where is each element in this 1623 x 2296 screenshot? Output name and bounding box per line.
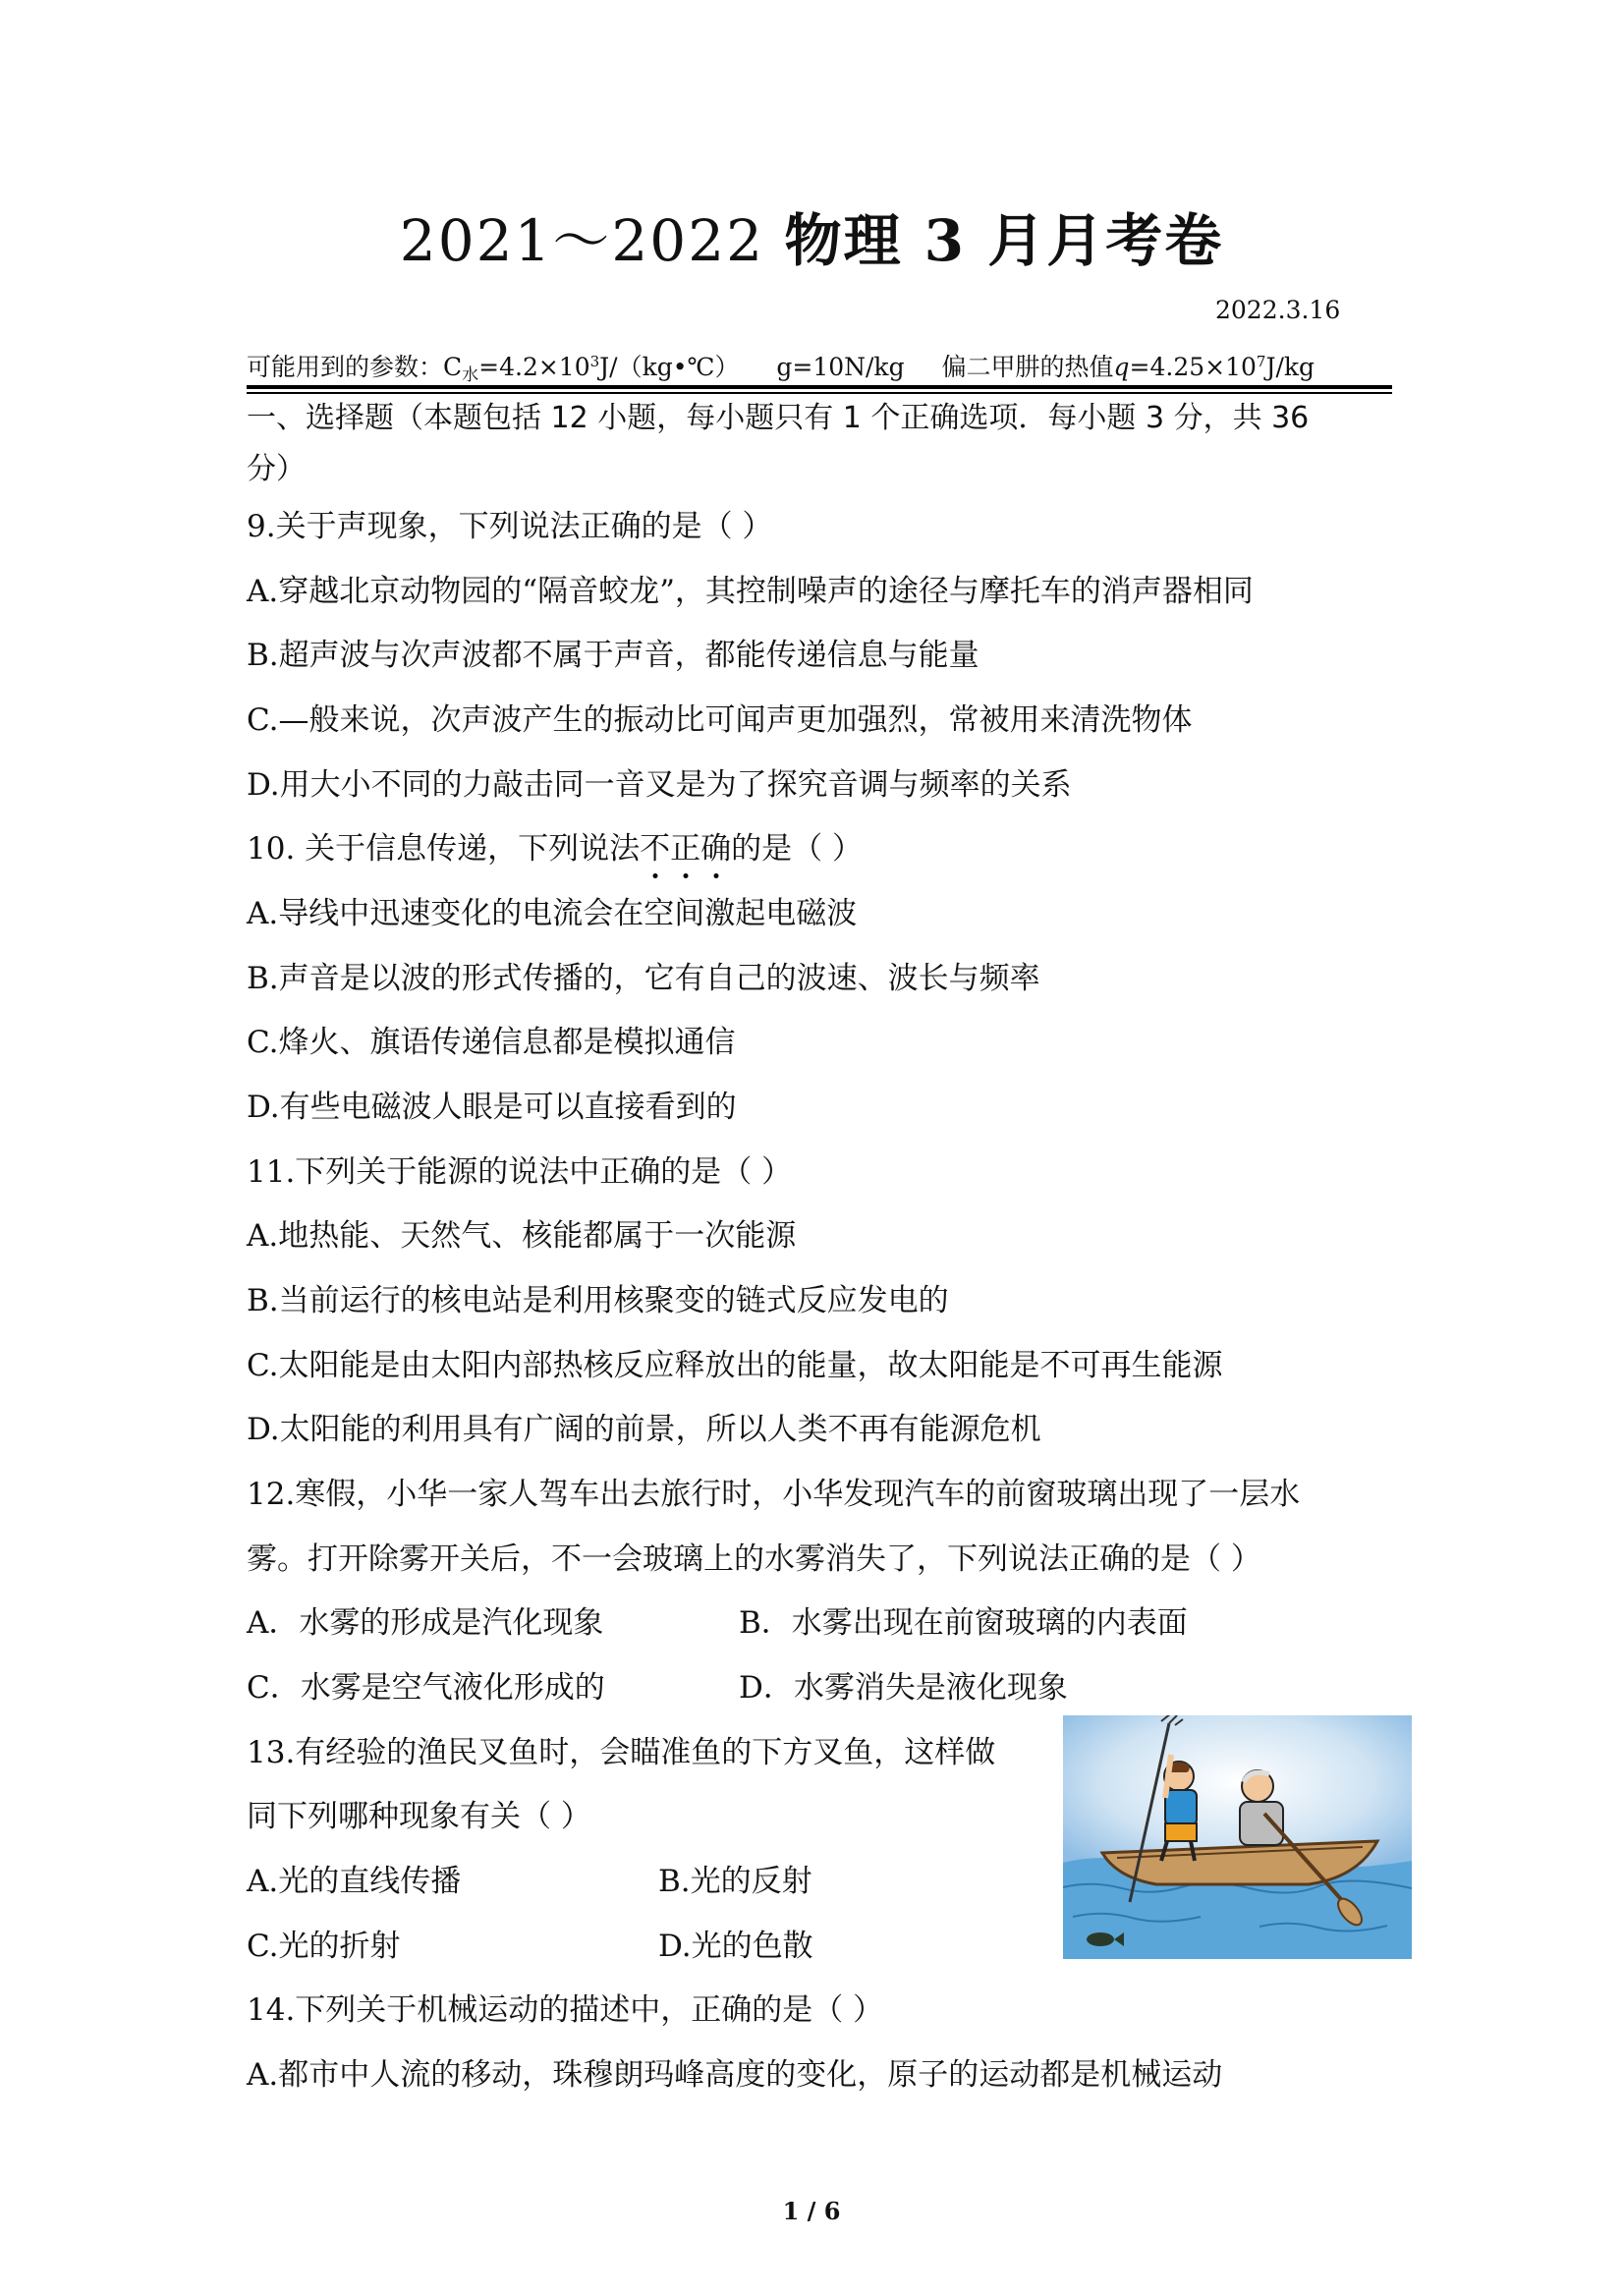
q12-option-b: B．水雾出现在前窗玻璃的内表面 (739, 1605, 1188, 1641)
q11-option-a: A.地热能、天然气、核能都属于一次能源 (247, 1218, 797, 1254)
q11-option-b: B.当前运行的核电站是利用核聚变的链式反应发电的 (247, 1283, 949, 1318)
q10-emphasis-char: 不 (640, 827, 670, 870)
q10-stem (247, 827, 863, 870)
q9-option-c: C.—般来说，次声波产生的振动比可闻声更加强烈，常被用来清洗物体 (247, 702, 1193, 738)
q13-stem-line2: 同下列哪种现象有关（ ） (247, 1799, 591, 1834)
fishing-boat-illustration (1063, 1715, 1412, 1959)
heat-label: 偏二甲肼的热值 (941, 353, 1114, 381)
boy-shirt (1165, 1790, 1197, 1825)
q12-stem-line1: 12.寒假，小华一家人驾车出去旅行时，小华发现汽车的前窗玻璃出现了一层水 (247, 1477, 1301, 1512)
q10-emphasis-char: 确 (700, 827, 731, 870)
title-years: 2021～2022 (399, 207, 765, 274)
q9-stem: 9.关于声现象，下列说法正确的是（ ） (247, 509, 773, 544)
q-symbol: q (1113, 353, 1130, 381)
q10-option-d: D.有些电磁波人眼是可以直接看到的 (247, 1090, 737, 1125)
q11-option-d: D.太阳能的利用具有广阔的前景，所以人类不再有能源危机 (247, 1412, 1041, 1447)
q13-option-a: A.光的直线传播 (247, 1864, 462, 1899)
header-rule-thick (247, 385, 1392, 389)
q11-option-c: C.太阳能是由太阳内部热核反应释放出的能量，故太阳能是不可再生能源 (247, 1348, 1223, 1383)
q12-option-c: C．水雾是空气液化形成的 (247, 1670, 605, 1706)
q9-option-b: B.超声波与次声波都不属于声音，都能传递信息与能量 (247, 638, 979, 673)
q11-stem: 11.下列关于能源的说法中正确的是（ ） (247, 1154, 793, 1190)
q9-option-d: D.用大小不同的力敲击同一音叉是为了探究音调与频率的关系 (247, 767, 1072, 803)
q10-option-c: C.烽火、旗语传递信息都是模拟通信 (247, 1025, 736, 1060)
q12-stem-line2: 雾。打开除雾开关后，不一会玻璃上的水雾消失了，下列说法正确的是（ ） (247, 1541, 1261, 1577)
q9-option-a: A.穿越北京动物园的“隔音蛟龙”，其控制噪声的途径与摩托车的消声器相同 (247, 574, 1254, 609)
section-heading-line1: 一、选择题（本题包括 12 小题，每小题只有 1 个正确选项．每小题 3 分，共 36 (247, 401, 1310, 435)
c-subscript: 水 (462, 365, 479, 385)
c-exponent: 3 (589, 353, 600, 370)
q13-option-d: D.光的色散 (658, 1929, 813, 1964)
q13-stem-line1: 13.有经验的渔民叉鱼时，会瞄准鱼的下方叉鱼，这样做 (247, 1735, 996, 1770)
params-label: 可能用到的参数：C (247, 353, 463, 381)
page-number: 1 / 6 (782, 2197, 841, 2225)
q14-stem: 14.下列关于机械运动的描述中，正确的是（ ） (247, 1992, 884, 2028)
q10-stem-post: 的是（ ） (731, 831, 864, 867)
section-heading-line2: 分） (247, 452, 306, 486)
q10-option-a: A.导线中迅速变化的电流会在空间激起电磁波 (247, 896, 858, 931)
g-value: g=10N/kg (776, 353, 905, 381)
boy-shorts (1165, 1823, 1197, 1841)
fish (1087, 1932, 1114, 1946)
exam-date: 2022.3.16 (1215, 296, 1341, 324)
c-unit: J/（kg•℃） (599, 353, 740, 381)
q12-option-a: A．水雾的形成是汽化现象 (247, 1605, 604, 1641)
q13-option-b: B.光的反射 (658, 1864, 812, 1899)
q10-option-b: B.声音是以波的形式传播的，它有自己的波速、波长与频率 (247, 961, 1040, 996)
page-title (0, 201, 1623, 280)
header-rule-thin (247, 392, 1392, 394)
q10-stem-pre: 10. 关于信息传递，下列说法 (247, 831, 641, 867)
q-value: =4.25×10 (1129, 353, 1257, 381)
c-value: =4.2×10 (478, 353, 590, 381)
old-man-shirt (1240, 1802, 1283, 1845)
q-exponent: 7 (1256, 353, 1266, 370)
q14-option-a: A.都市中人流的移动，珠穆朗玛峰高度的变化，原子的运动都是机械运动 (247, 2057, 1223, 2093)
q12-option-d: D．水雾消失是液化现象 (739, 1670, 1068, 1706)
q13-option-c: C.光的折射 (247, 1929, 401, 1964)
q10-emphasis-char: 正 (670, 827, 700, 870)
title-text: 物理 3 月月考卷 (784, 207, 1224, 274)
q-unit: J/kg (1265, 353, 1315, 381)
